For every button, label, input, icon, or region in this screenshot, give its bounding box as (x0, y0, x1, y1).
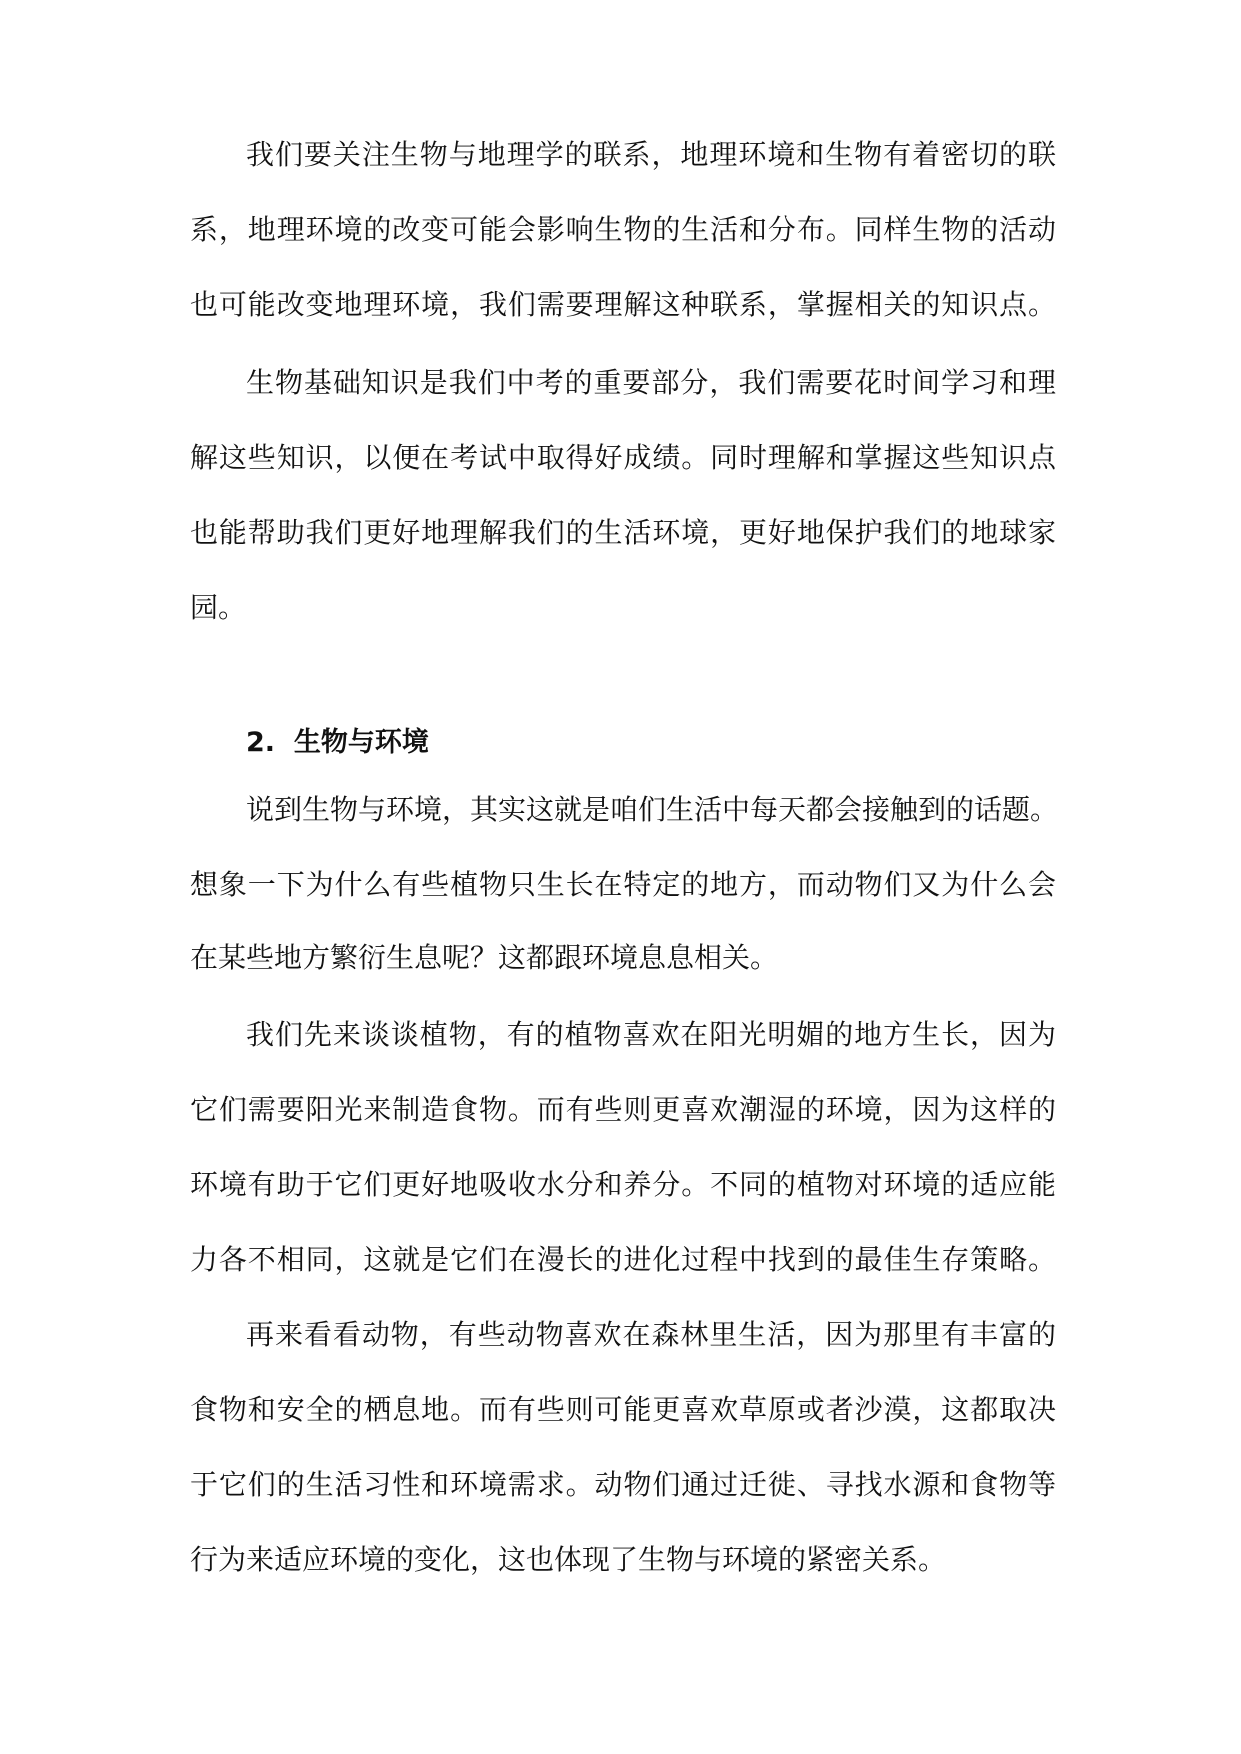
paragraph-line: 想象一下为什么有些植物只生长在特定的地方，而动物们又为什么会 (190, 868, 1056, 901)
paragraph-line: 解这些知识，以便在考试中取得好成绩。同时理解和掌握这些知识点 (190, 441, 1056, 474)
paragraph-line: 也可能改变地理环境，我们需要理解这种联系，掌握相关的知识点。 (190, 288, 1056, 321)
paragraph-line: 在某些地方繁衍生息呢？这都跟环境息息相关。 (190, 941, 779, 974)
paragraph-line: 系，地理环境的改变可能会影响生物的生活和分布。同样生物的活动 (190, 213, 1056, 246)
paragraph-line: 于它们的生活习性和环境需求。动物们通过迁徙、寻找水源和食物等 (190, 1468, 1056, 1501)
paragraph-line: 也能帮助我们更好地理解我们的生活环境，更好地保护我们的地球家 (190, 516, 1056, 549)
paragraph-line: 我们先来谈谈植物，有的植物喜欢在阳光明媚的地方生长，因为 (246, 1018, 1056, 1051)
paragraph-line: 行为来适应环境的变化，这也体现了生物与环境的紧密关系。 (190, 1543, 947, 1576)
paragraph-line: 它们需要阳光来制造食物。而有些则更喜欢潮湿的环境，因为这样的 (190, 1093, 1056, 1126)
paragraph-line: 环境有助于它们更好地吸收水分和养分。不同的植物对环境的适应能 (190, 1168, 1056, 1201)
paragraph-line: 生物基础知识是我们中考的重要部分，我们需要花时间学习和理 (246, 366, 1056, 399)
paragraph-line: 力各不相同，这就是它们在漫长的进化过程中找到的最佳生存策略。 (190, 1243, 1056, 1276)
paragraph-line: 再来看看动物，有些动物喜欢在森林里生活，因为那里有丰富的 (246, 1318, 1056, 1351)
section-heading: 2. 生物与环境 (246, 727, 429, 758)
paragraph-line: 园。 (190, 591, 247, 624)
paragraph-line: 说到生物与环境，其实这就是咱们生活中每天都会接触到的话题。 (246, 793, 1059, 826)
paragraph-line: 食物和安全的栖息地。而有些则可能更喜欢草原或者沙漠，这都取决 (190, 1393, 1056, 1426)
paragraph-line: 我们要关注生物与地理学的联系，地理环境和生物有着密切的联 (246, 138, 1056, 171)
